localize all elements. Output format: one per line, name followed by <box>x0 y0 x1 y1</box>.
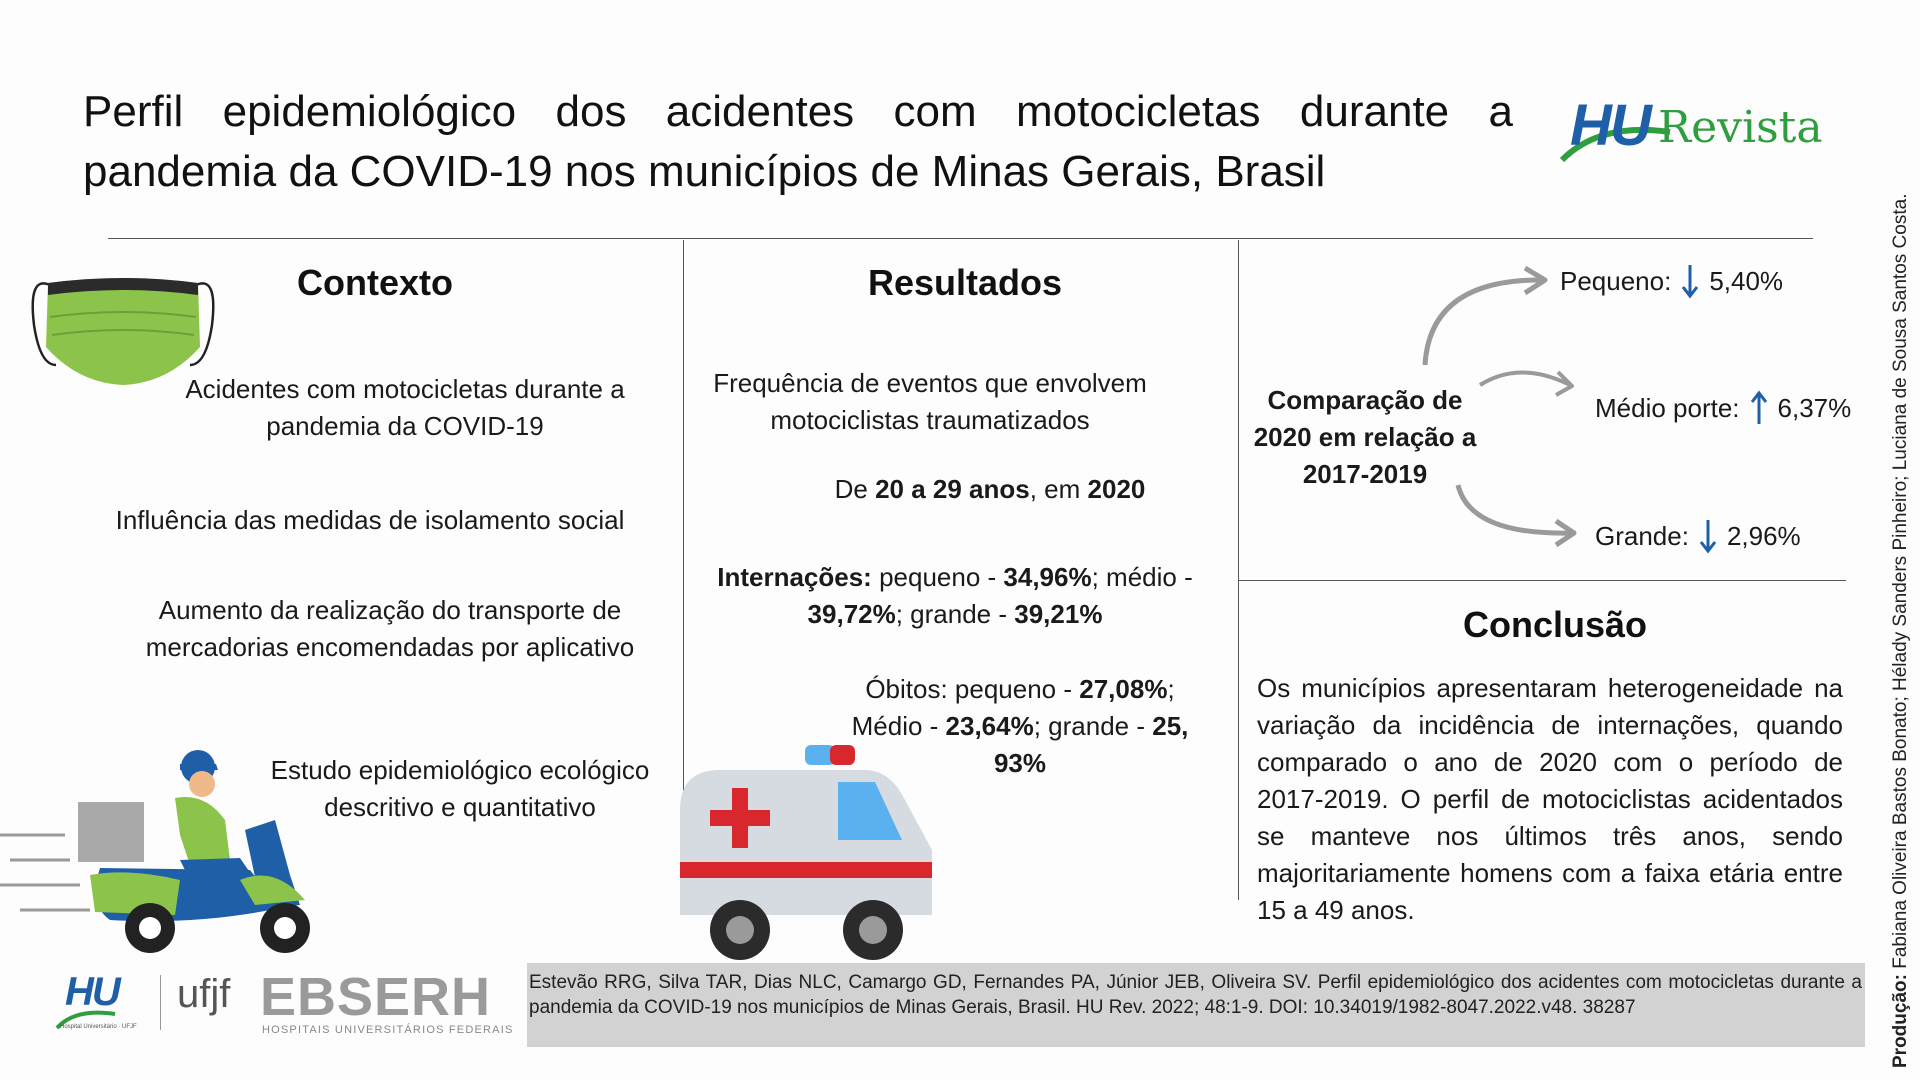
comparison-name: Grande: <box>1595 521 1689 551</box>
conclusao-heading: Conclusão <box>1462 604 1648 645</box>
internacoes-t1: pequeno - <box>871 562 1004 592</box>
obitos-v1: 27,08% <box>1079 674 1168 704</box>
arrow-down-icon <box>1681 263 1699 299</box>
arrow-down-icon <box>1699 518 1717 554</box>
contexto-item: Estudo epidemiológico ecológico descritivo e quantitativo <box>270 755 650 822</box>
conclusao-text: Os municípios apresentaram heterogeneidade na variação da incidência de internações, quando comparado o ano de 2020 com o período de 2017-2019. O perfil de motociclistas acidentados se manteve nos últimos três anos, sendo majoritariamente homens com a faixa etária entre 15 a 49 anos. <box>1257 673 1843 925</box>
footer-logos <box>55 967 514 1050</box>
comparison-item-grande <box>1595 518 1801 554</box>
comparison-item-pequeno <box>1560 263 1783 299</box>
obitos-v2: 23,64% <box>945 711 1034 741</box>
contexto-item: Influência das medidas de isolamento social <box>115 505 625 535</box>
hu-logo-text: HU <box>1570 93 1650 158</box>
divider-right <box>1238 240 1239 900</box>
frequency-text: Frequência de eventos que envolvem motociclistas traumatizados <box>713 368 1147 435</box>
internacoes-t3: ; grande - <box>895 599 1015 629</box>
internacoes-v3: 39,21% <box>1014 599 1103 629</box>
internacoes-text <box>700 559 1210 633</box>
ufjf-logo: ufjf <box>177 972 231 1016</box>
age-text <box>820 471 1160 508</box>
comparison-name: Médio porte: <box>1595 393 1740 423</box>
obitos-label: Óbitos: <box>865 674 948 704</box>
comparison-name: Pequeno: <box>1560 266 1672 296</box>
comparison-value: 6,37% <box>1777 393 1852 423</box>
comparison-label: Comparação de 2020 em relação a 2017-2019 <box>1253 385 1477 489</box>
arrow-up-icon <box>1750 390 1768 426</box>
production-credits <box>1890 128 1912 1068</box>
obitos-t1: pequeno - <box>947 674 1080 704</box>
contexto-item: Acidentes com motocicletas durante a pandemia da COVID-19 <box>185 374 625 441</box>
comparison-value: 5,40% <box>1709 266 1784 296</box>
ebserh-logo: EBSERH <box>260 967 492 1027</box>
reference-citation: Estevão RRG, Silva TAR, Dias NLC, Camargo GD, Fernandes PA, Júnior JEB, Oliveira SV. Perfil epidemiológico dos acidentes com motocicletas durante a pandemia da COVID-19 nos municípios de Minas Gerais, Brasil. HU Rev. 2022; 48:1-9. DOI: 10.34019/1982-8047.2022.v48. 38287 <box>527 963 1865 1047</box>
delivery-scooter-icon <box>0 740 320 970</box>
internacoes-v1: 34,96% <box>1003 562 1092 592</box>
comparison-arrows <box>1420 260 1580 560</box>
internacoes-t2: ; médio - <box>1091 562 1193 592</box>
hu-revista-logo <box>1560 92 1850 167</box>
contexto-heading: Contexto <box>297 262 453 303</box>
contexto-item: Aumento da realização do transporte de mercadorias encomendadas por aplicativo <box>145 595 635 662</box>
age-range: 20 a 29 anos <box>875 474 1030 504</box>
internacoes-label: Internações: <box>717 562 872 592</box>
age-year: 2020 <box>1087 474 1146 504</box>
obitos-v3: 25, 93% <box>993 711 1189 778</box>
age-pre: De <box>834 474 876 504</box>
comparison-item-medio <box>1595 390 1851 426</box>
comparison-value: 2,96% <box>1726 521 1801 551</box>
top-divider <box>108 238 1813 239</box>
hu-small-logo: HU <box>65 970 119 1014</box>
arrow-down-curve-icon <box>1458 485 1570 533</box>
ambulance-illustration <box>670 740 940 970</box>
resultados-heading: Resultados <box>867 262 1063 303</box>
delivery-scooter-illustration <box>0 740 320 975</box>
conclusion-divider <box>1238 580 1846 581</box>
obitos-t3: ; grande - <box>1033 711 1153 741</box>
ebserh-sub: HOSPITAIS UNIVERSITÁRIOS FEDERAIS <box>262 1024 514 1036</box>
age-mid: , em <box>1029 474 1088 504</box>
revista-logo-text: Revista <box>1658 102 1823 153</box>
obitos-t2: ; Médio - <box>851 674 1175 741</box>
arrow-right-curve-icon <box>1480 373 1570 386</box>
hu-small-sub: Hospital Universitário · UFJF <box>60 1024 137 1030</box>
face-mask-icon <box>28 255 218 390</box>
credits-names: Fabiana Oliveira Bastos Bonato; Hélady Sanders Pinheiro; Luciana de Sousa Santos Costa. <box>1890 193 1911 975</box>
logo-divider <box>160 975 161 1030</box>
ambulance-icon <box>670 740 940 965</box>
internacoes-v2: 39,72% <box>807 599 896 629</box>
page-title: Perfil epidemiológico dos acidentes com motocicletas durante a pandemia da COVID-19 nos municípios de Minas Gerais, Brasil <box>83 87 1513 196</box>
arrow-up-curve-icon <box>1425 280 1540 365</box>
credits-label: Produção: <box>1890 974 1911 1068</box>
